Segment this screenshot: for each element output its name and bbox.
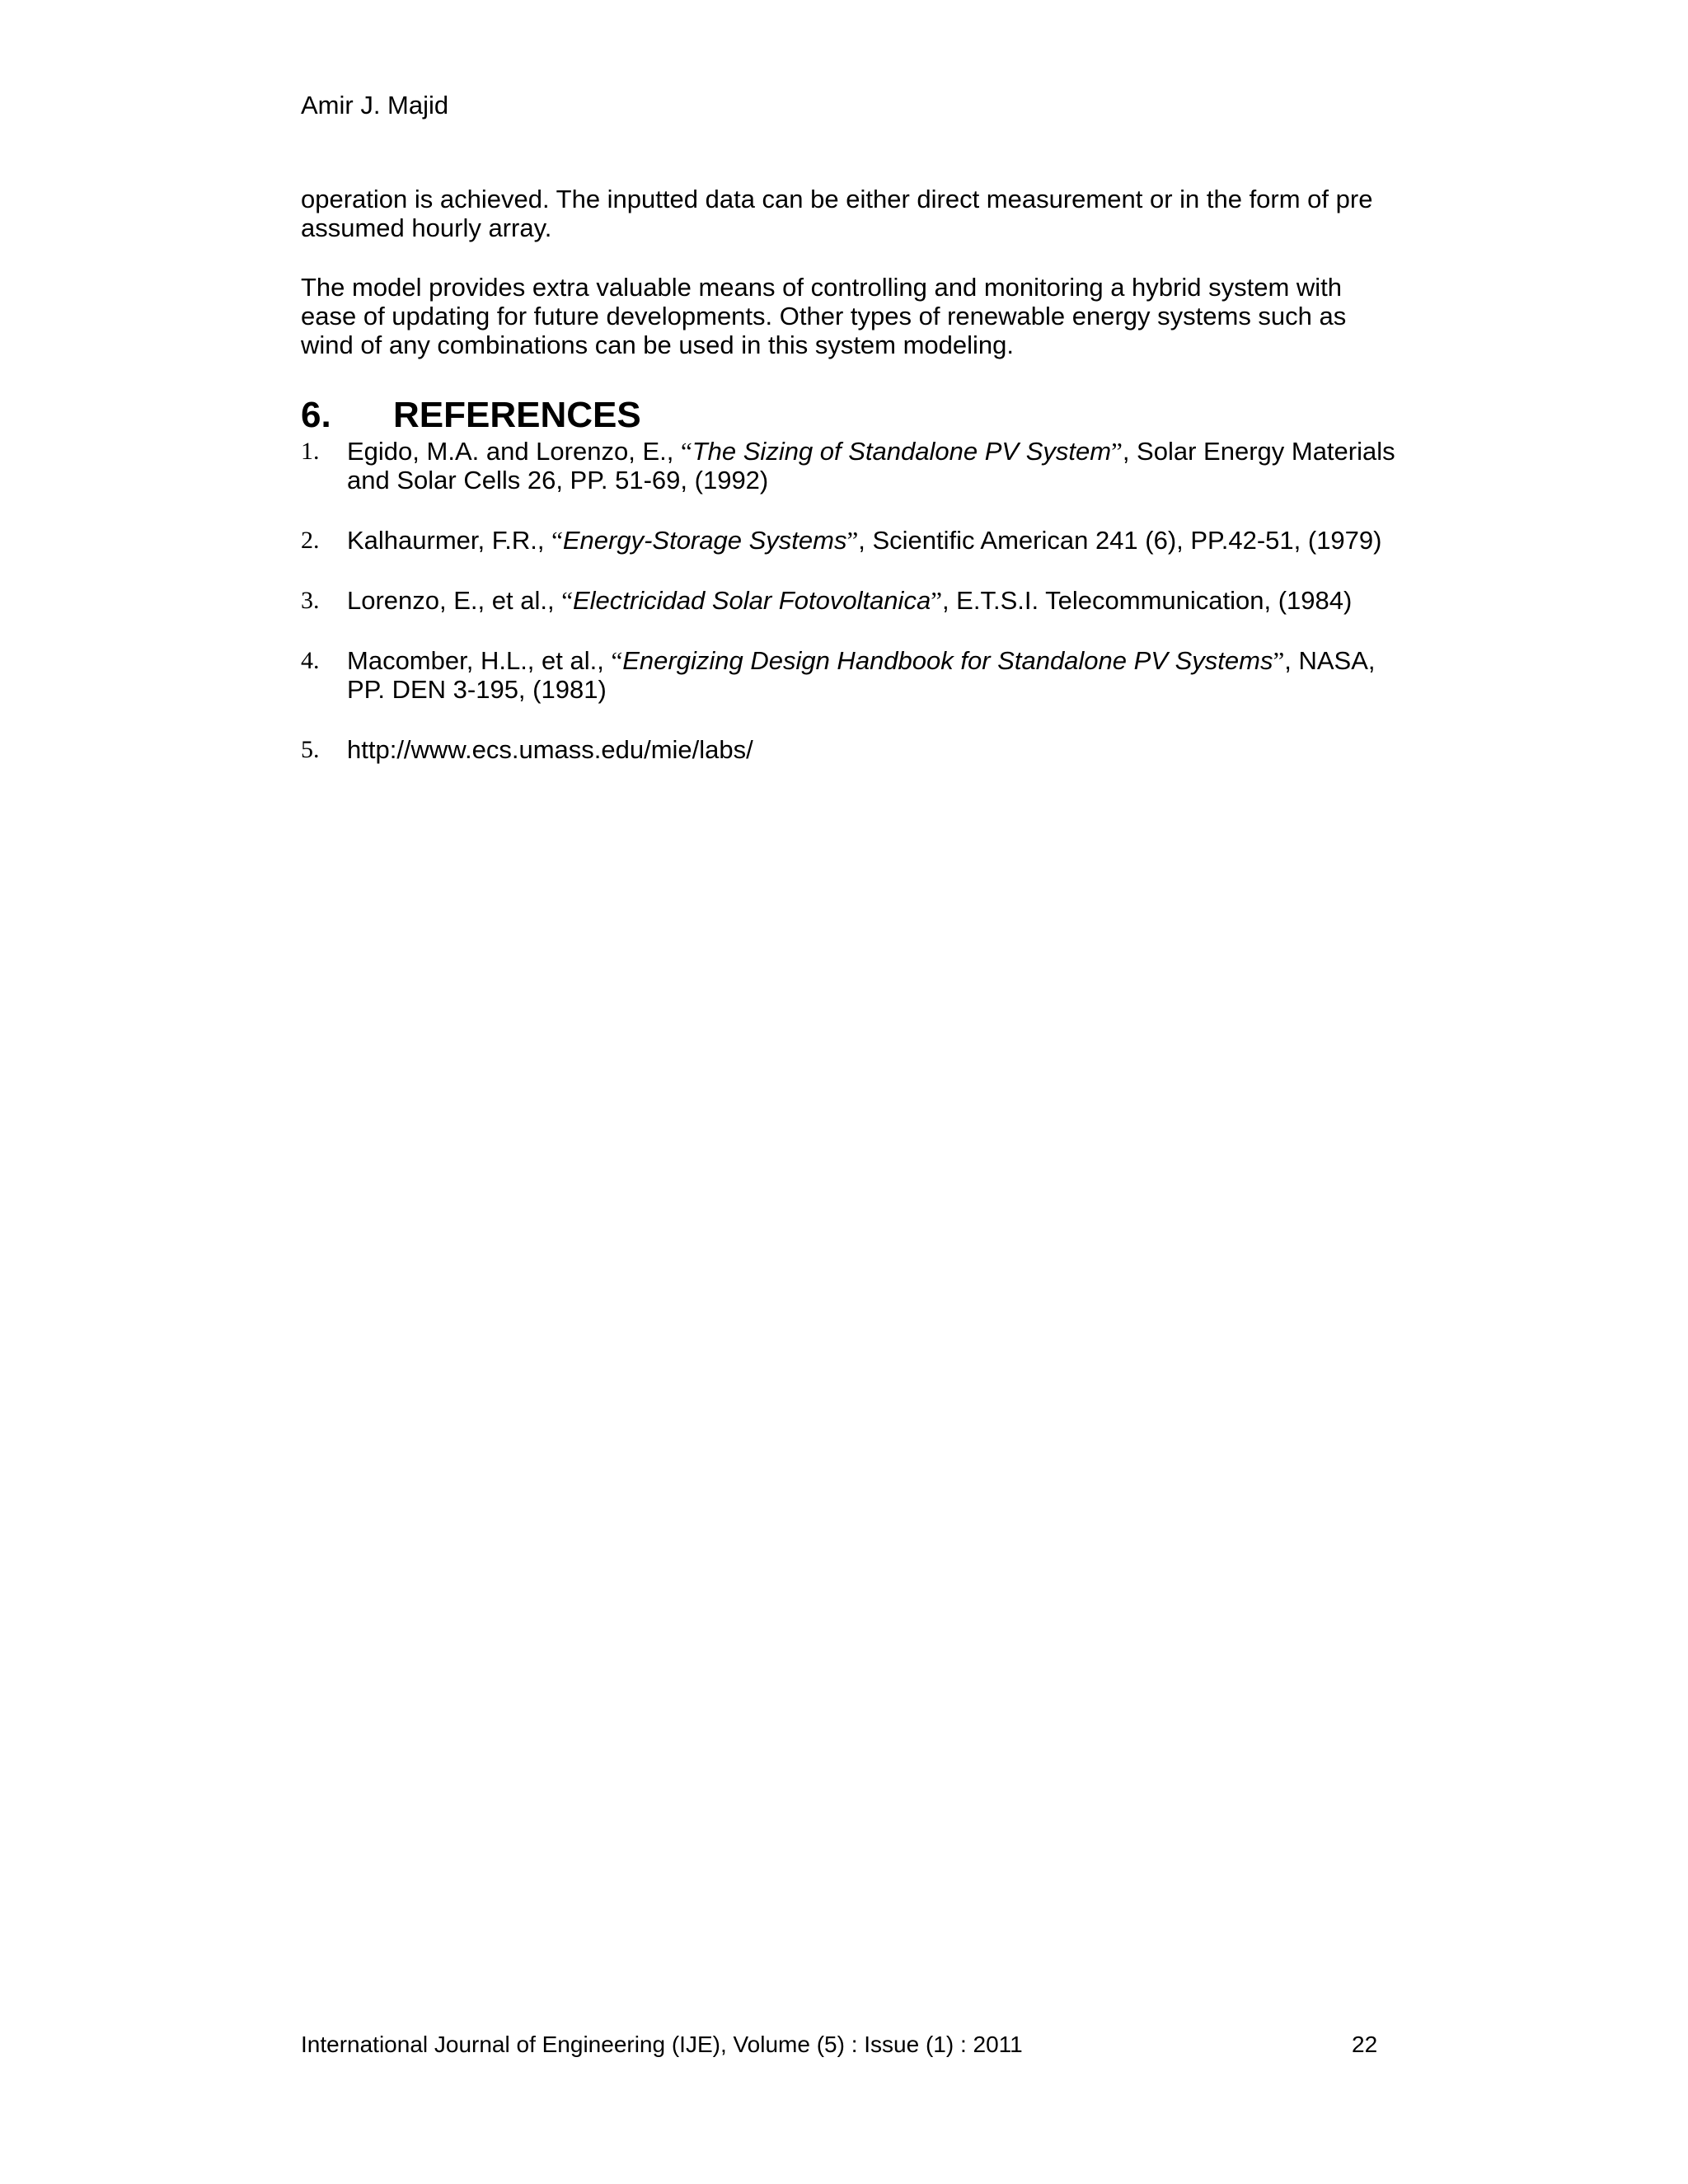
- open-quote: “: [611, 646, 623, 675]
- reference-source: , Scientific American 241 (6), PP.42-51, (1979): [858, 526, 1382, 555]
- body-paragraph-1: operation is achieved. The inputted data can be either direct measurement or in the form of pre assumed hourly array.: [301, 185, 1373, 242]
- close-quote: ”: [1273, 646, 1285, 675]
- reference-item-4: [301, 646, 1397, 704]
- reference-title: Energy-Storage Systems: [562, 526, 847, 555]
- reference-source: , Solar Energy Materials and Solar Cells 26, PP. 51-69, (1992): [347, 437, 1395, 494]
- reference-list: [301, 437, 1397, 795]
- reference-authors: Lorenzo, E., et al.,: [347, 586, 562, 615]
- reference-number: 3.: [301, 587, 320, 614]
- reference-item-2: [301, 526, 1397, 555]
- close-quote: ”: [846, 526, 859, 555]
- footer-journal: International Journal of Engineering (IJE), Volume (5) : Issue (1) : 2011: [301, 2032, 1023, 2057]
- reference-title: Electricidad Solar Fotovoltanica: [572, 586, 931, 615]
- reference-authors: Kalhaurmer, F.R.,: [347, 526, 552, 555]
- reference-number: 5.: [301, 736, 320, 763]
- reference-item-5: [301, 735, 1397, 764]
- body-paragraph-2: The model provides extra valuable means of controlling and monitoring a hybrid system with ease of updating for future developments. Other types of renewable energy systems such as wind of any combinations can be used in this system modeling.: [301, 273, 1347, 359]
- reference-authors: Macomber, H.L., et al.,: [347, 646, 612, 675]
- section-number: 6.: [301, 395, 331, 435]
- reference-item-3: [301, 586, 1397, 615]
- close-quote: ”: [1111, 437, 1123, 466]
- reference-number: 2.: [301, 527, 320, 554]
- reference-title: The Sizing of Standalone PV System: [692, 437, 1112, 466]
- footer-page-number: 22: [1352, 2032, 1378, 2057]
- close-quote: ”: [931, 586, 942, 615]
- reference-number: 4.: [301, 647, 320, 674]
- running-head-author: Amir J. Majid: [301, 91, 449, 120]
- reference-source: , E.T.S.I. Telecommunication, (1984): [941, 586, 1353, 615]
- section-title: REFERENCES: [393, 395, 641, 435]
- open-quote: “: [551, 526, 563, 555]
- reference-source: , NASA, PP. DEN 3-195, (1981): [347, 646, 1376, 704]
- section-heading-references: [301, 394, 641, 437]
- reference-url[interactable]: http://www.ecs.umass.edu/mie/labs/: [347, 735, 753, 764]
- reference-title: Energizing Design Handbook for Standalone PV Systems: [622, 646, 1273, 675]
- open-quote: “: [561, 586, 573, 615]
- reference-item-1: [301, 437, 1397, 494]
- reference-number: 1.: [301, 438, 320, 465]
- reference-authors: Egido, M.A. and Lorenzo, E.,: [347, 437, 681, 466]
- open-quote: “: [680, 437, 692, 466]
